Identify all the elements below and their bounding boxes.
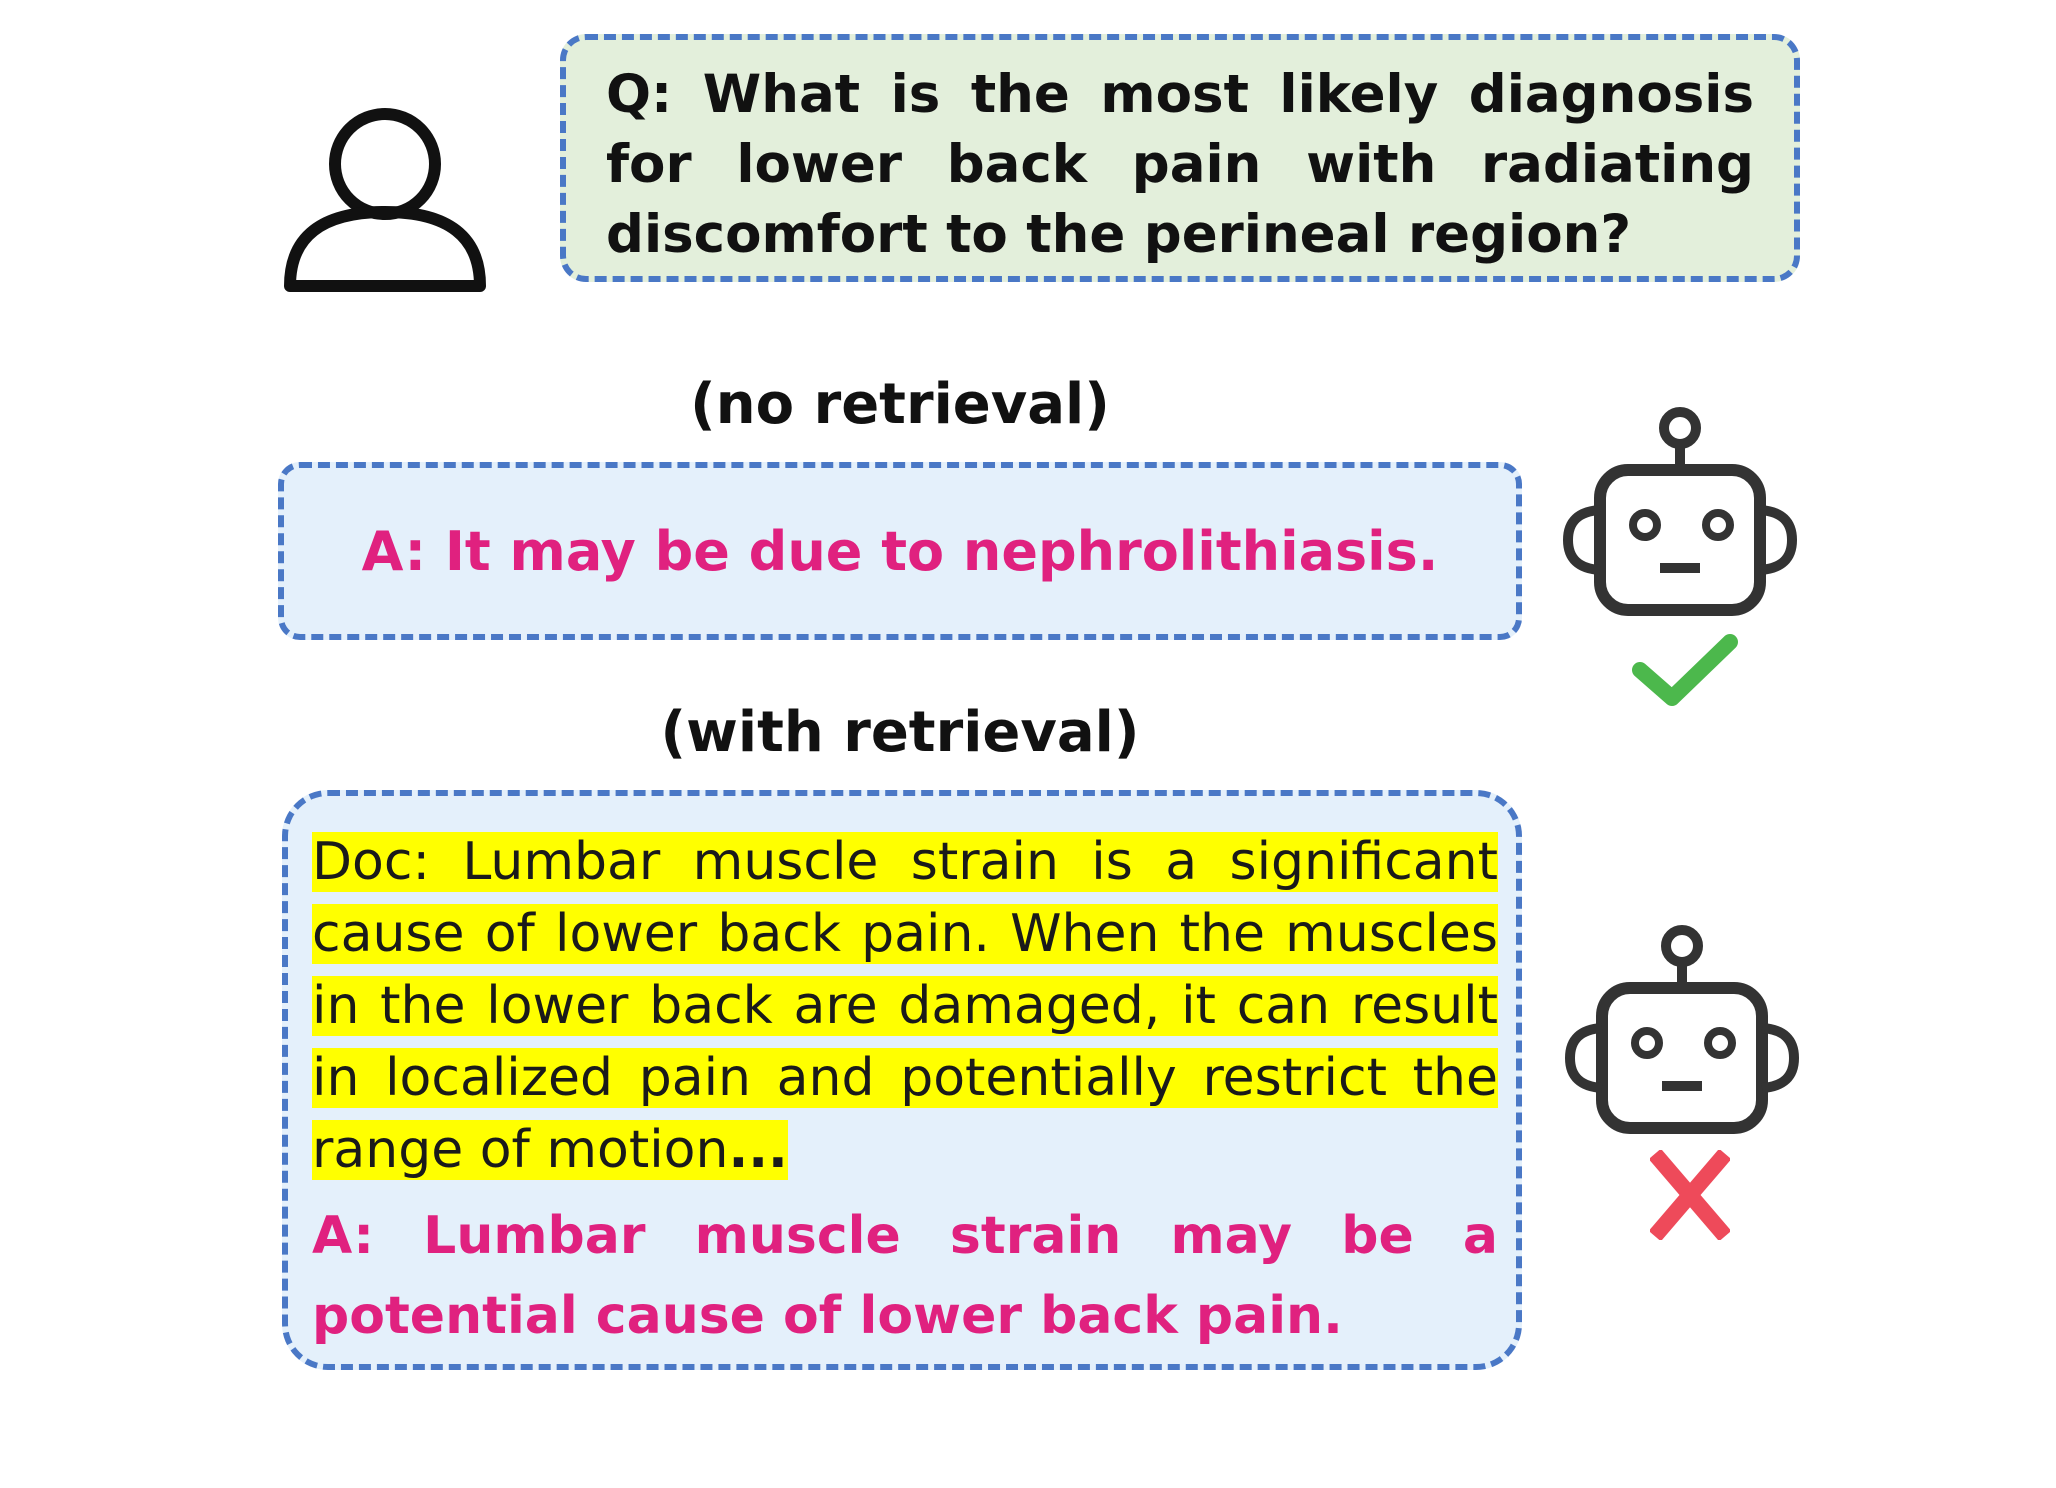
answer-with-retrieval: [312, 1196, 1498, 1356]
doc-ellipsis: ...: [728, 1120, 788, 1180]
answer-no-retrieval-text: A: It may be due to nephrolithiasis.: [361, 519, 1439, 583]
user-icon: [270, 100, 500, 300]
robot-icon: [1560, 400, 1800, 620]
retrieved-doc-text: Doc: Lumbar muscle strain is a significant cause of lower back pain. When the muscles in the lower back are damaged, it can result in localized pain and potentially restrict the range of motion: [312, 832, 1498, 1180]
retrieved-document: [312, 826, 1498, 1186]
answer-no-retrieval-box: [278, 462, 1522, 640]
cross-icon: [1650, 1150, 1730, 1240]
check-icon: [1630, 630, 1740, 710]
no-retrieval-label: (no retrieval): [690, 372, 1110, 437]
question-text: Q: What is the most likely diagnosis for lower back pain with radiating discomfort to the perineal region?: [606, 64, 1754, 265]
robot-icon: [1562, 918, 1802, 1138]
with-retrieval-label: (with retrieval): [660, 700, 1140, 765]
answer-with-retrieval-text: A: Lumbar muscle strain may be a potential cause of lower back pain.: [312, 1206, 1498, 1346]
question-bubble: [560, 34, 1800, 282]
